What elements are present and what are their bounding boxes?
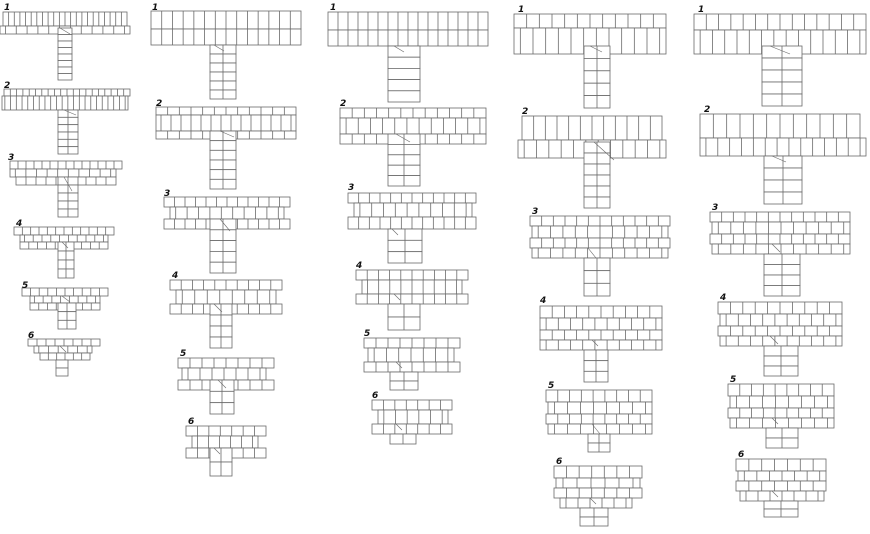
course-number-label: 1 bbox=[152, 3, 159, 13]
brick-course bbox=[378, 410, 448, 424]
course-diagram bbox=[14, 219, 114, 278]
stem-brick bbox=[58, 67, 72, 74]
brick-course bbox=[156, 115, 296, 131]
stem-brick bbox=[388, 68, 420, 79]
course-diagram bbox=[22, 281, 108, 329]
stem-brick bbox=[58, 41, 72, 48]
course-diagram bbox=[728, 375, 834, 448]
course-number-label: 6 bbox=[28, 331, 35, 341]
course-diagram bbox=[8, 153, 122, 217]
course-diagram bbox=[2, 81, 130, 154]
stem-brick bbox=[58, 54, 72, 61]
column-5 bbox=[694, 5, 866, 517]
course-diagram bbox=[186, 417, 266, 476]
brick-course bbox=[736, 459, 826, 471]
course-number-label: 3 bbox=[8, 153, 15, 163]
course-diagram bbox=[355, 261, 468, 330]
course-number-label: 2 bbox=[704, 105, 711, 115]
brick-course bbox=[730, 396, 834, 408]
brick-course bbox=[34, 346, 92, 353]
course-diagram bbox=[340, 99, 486, 186]
course-number-label: 1 bbox=[4, 3, 11, 13]
brick-course bbox=[176, 290, 276, 304]
stem-brick bbox=[388, 80, 420, 91]
brick-course bbox=[192, 436, 258, 448]
stem-brick bbox=[58, 48, 72, 55]
course-diagram bbox=[710, 203, 850, 296]
stem-brick bbox=[58, 35, 72, 42]
course-diagram bbox=[539, 296, 662, 382]
course-number-label: 3 bbox=[348, 183, 355, 193]
course-diagram bbox=[328, 3, 488, 102]
course-number-label: 1 bbox=[698, 5, 705, 15]
column-4 bbox=[514, 5, 670, 526]
stem-brick bbox=[56, 360, 68, 368]
stem-brick bbox=[388, 91, 420, 102]
brick-course bbox=[560, 498, 632, 508]
course-diagram bbox=[348, 183, 476, 263]
course-diagram bbox=[178, 349, 274, 414]
brick-course bbox=[546, 414, 652, 424]
course-diagram bbox=[700, 105, 866, 204]
course-number-label: 2 bbox=[156, 99, 163, 109]
brick-course bbox=[548, 424, 652, 434]
course-diagram bbox=[518, 107, 666, 208]
course-number-label: 4 bbox=[720, 293, 727, 303]
column-1 bbox=[0, 3, 130, 376]
course-diagram bbox=[0, 3, 130, 80]
course-number-label: 3 bbox=[712, 203, 719, 213]
brick-course bbox=[736, 481, 826, 491]
course-number-label: 5 bbox=[548, 381, 555, 391]
column-3 bbox=[328, 3, 488, 444]
course-number-label: 2 bbox=[4, 81, 11, 91]
brick-course bbox=[556, 478, 640, 488]
brick-course bbox=[548, 402, 652, 414]
column-2 bbox=[151, 3, 301, 476]
course-number-label: 4 bbox=[356, 261, 363, 271]
course-number-label: 3 bbox=[532, 207, 539, 217]
course-diagram bbox=[28, 331, 100, 376]
course-diagram bbox=[170, 271, 282, 348]
stem-brick bbox=[58, 74, 72, 81]
course-number-label: 4 bbox=[540, 296, 547, 306]
course-diagram bbox=[372, 391, 452, 444]
course-diagram bbox=[554, 457, 642, 526]
course-number-label: 3 bbox=[164, 189, 171, 199]
brick-course bbox=[730, 418, 834, 428]
course-diagram bbox=[530, 207, 670, 296]
course-diagram bbox=[164, 189, 290, 273]
brick-course bbox=[554, 466, 642, 478]
course-diagram bbox=[156, 99, 296, 189]
brick-course bbox=[728, 384, 834, 396]
brick-course bbox=[372, 400, 452, 410]
course-number-label: 5 bbox=[730, 375, 737, 385]
course-number-label: 6 bbox=[188, 417, 195, 427]
course-number-label: 6 bbox=[372, 391, 379, 401]
course-diagram bbox=[364, 329, 460, 390]
brick-course bbox=[2, 96, 128, 110]
brick-course bbox=[340, 118, 486, 134]
course-number-label: 5 bbox=[180, 349, 187, 359]
course-diagram bbox=[514, 5, 666, 108]
course-number-label: 2 bbox=[340, 99, 347, 109]
course-diagram bbox=[736, 450, 826, 517]
course-number-label: 6 bbox=[556, 457, 563, 467]
course-number-label: 4 bbox=[172, 271, 179, 281]
course-number-label: 2 bbox=[522, 107, 529, 117]
brick-course bbox=[728, 408, 834, 418]
course-number-label: 5 bbox=[364, 329, 371, 339]
course-diagram bbox=[151, 3, 301, 99]
brick-course bbox=[700, 138, 866, 156]
course-number-label: 5 bbox=[22, 281, 29, 291]
course-number-label: 1 bbox=[518, 5, 525, 15]
brick-course bbox=[546, 390, 652, 402]
brick-course bbox=[186, 426, 266, 436]
course-diagram bbox=[694, 5, 866, 106]
brick-course bbox=[372, 424, 452, 434]
stem-brick bbox=[388, 46, 420, 57]
course-number-label: 1 bbox=[330, 3, 337, 13]
brick-course bbox=[30, 296, 100, 303]
stem-brick bbox=[56, 368, 68, 376]
stem-brick bbox=[58, 61, 72, 68]
course-number-label: 4 bbox=[16, 219, 23, 229]
course-diagram bbox=[718, 293, 842, 376]
course-diagram bbox=[546, 381, 652, 452]
course-number-label: 6 bbox=[738, 450, 745, 460]
brick-course bbox=[554, 488, 642, 498]
stem-brick bbox=[388, 57, 420, 68]
